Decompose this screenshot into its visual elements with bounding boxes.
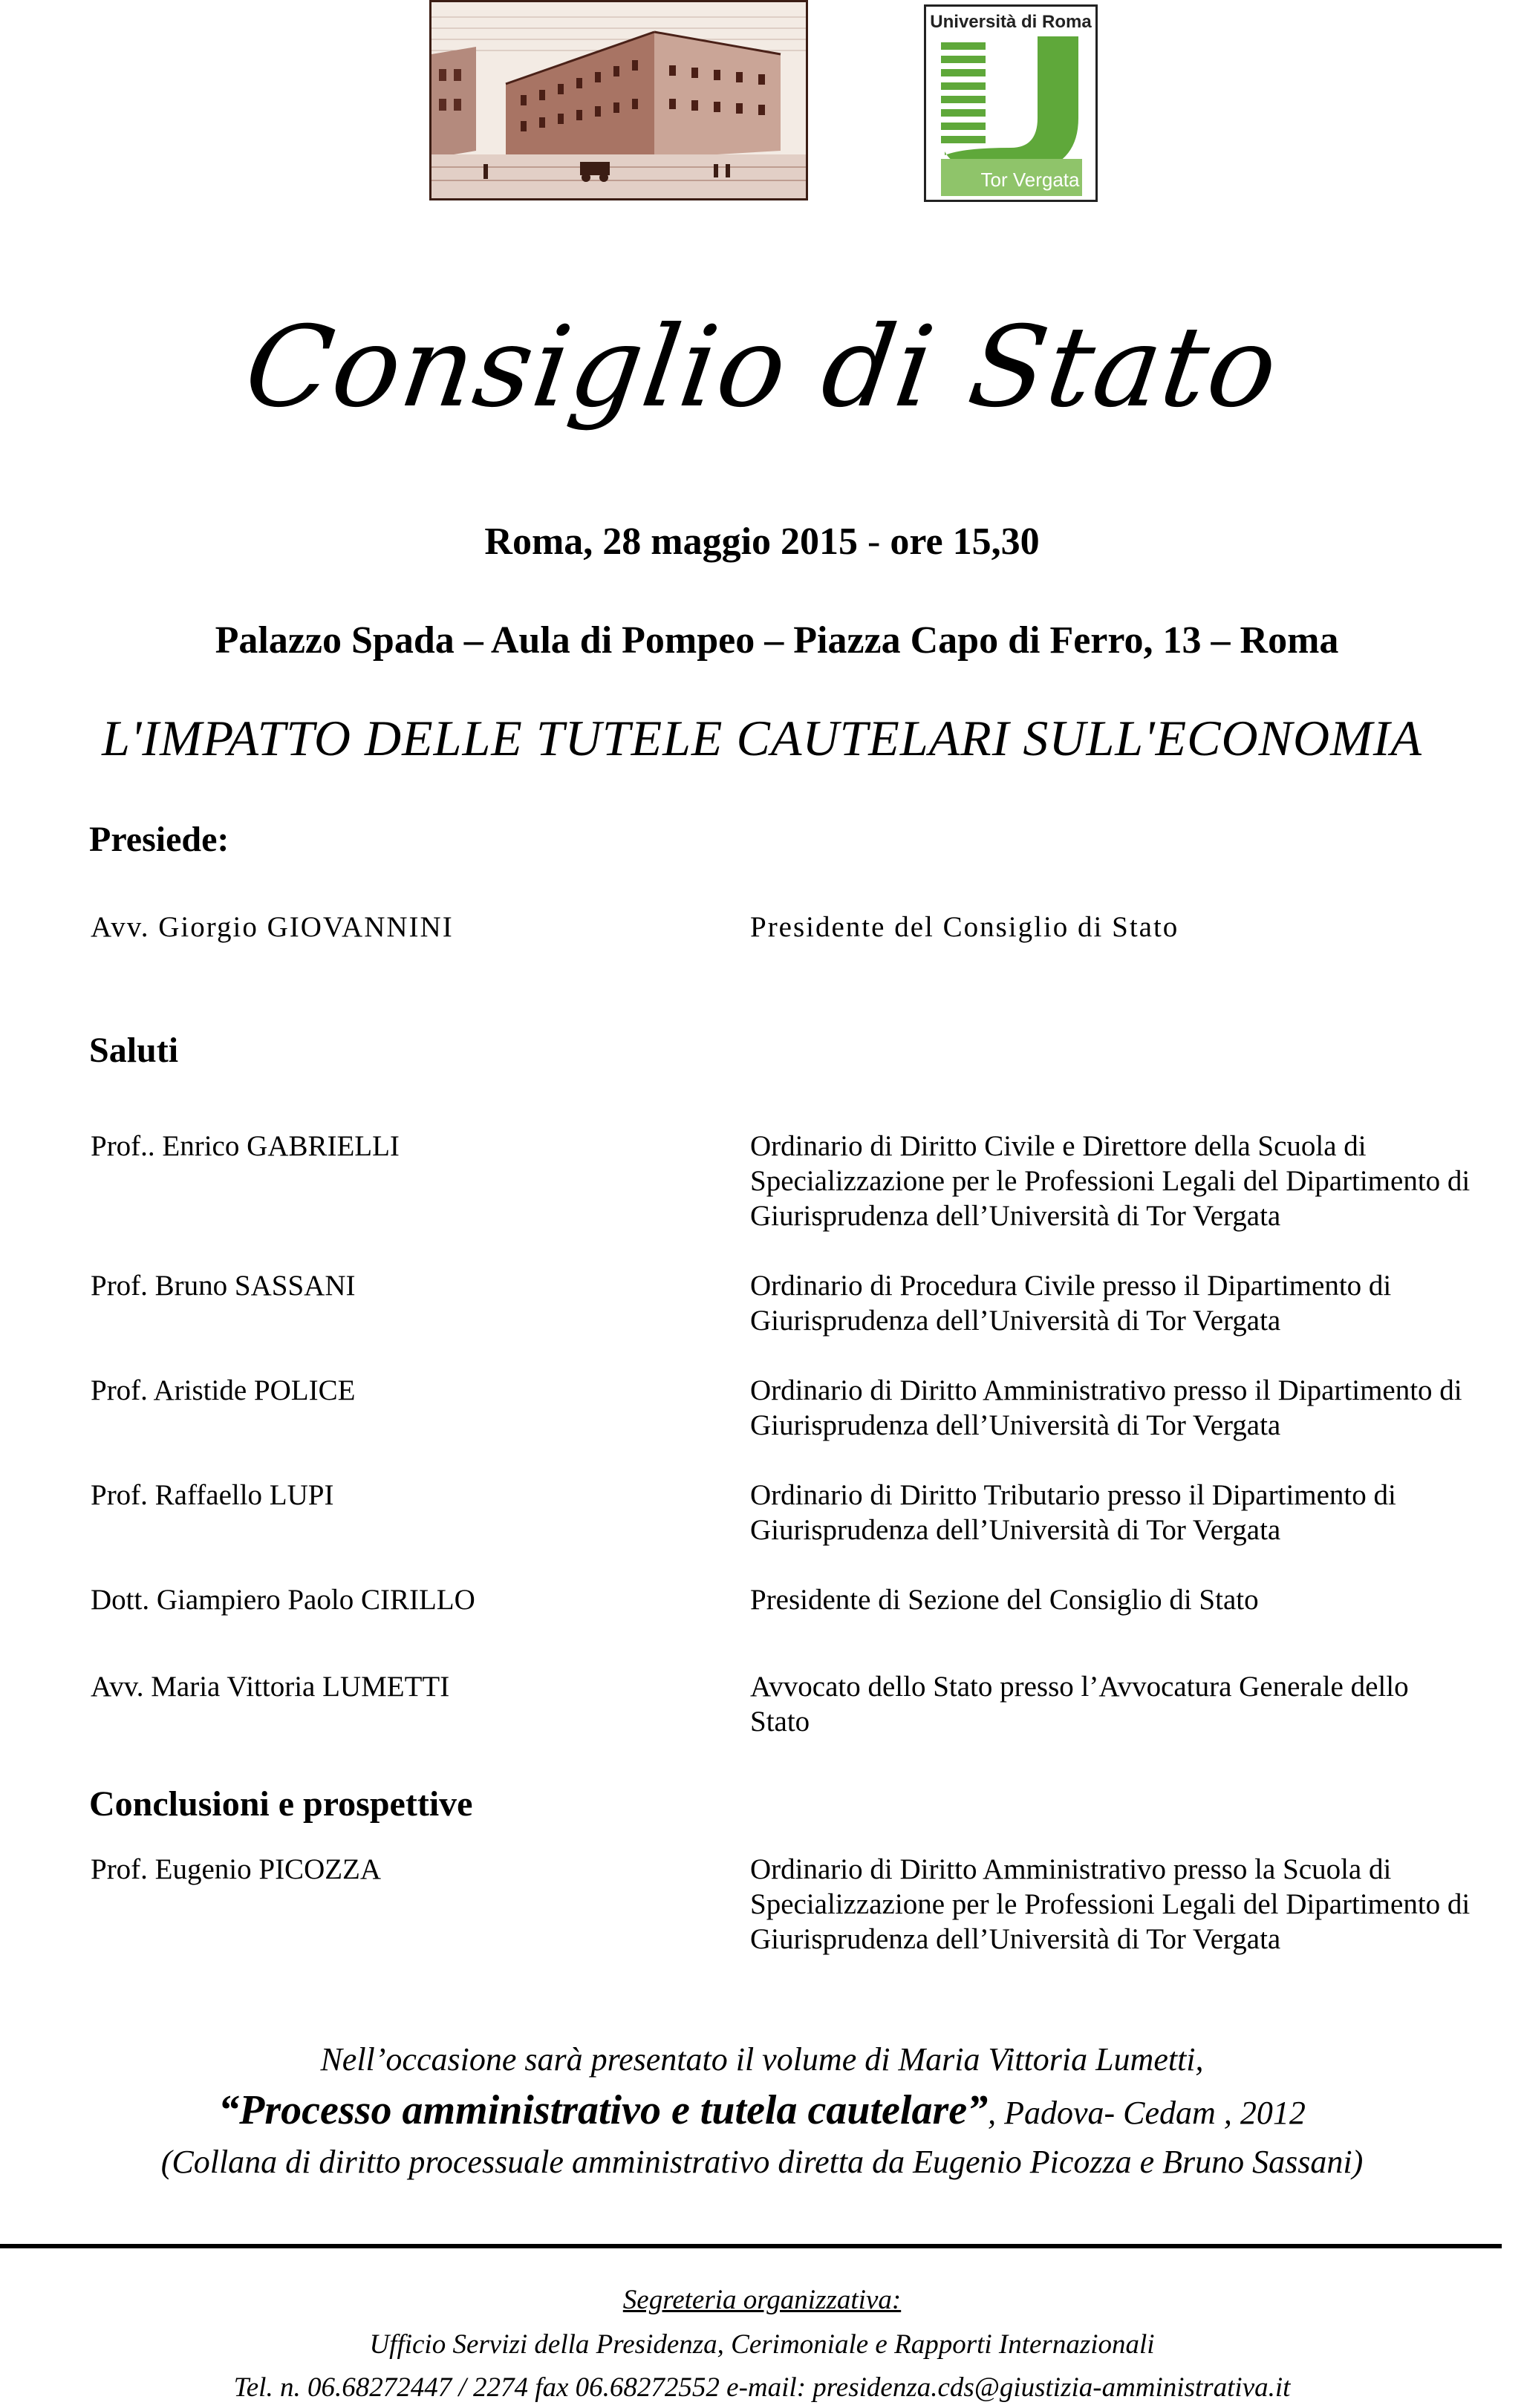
footer-ufficio: Ufficio Servizi della Presidenza, Cerimoniale e Rapporti Internazionali (369, 2329, 1155, 2360)
speaker-name: Prof.. Enrico GABRIELLI (91, 1130, 400, 1162)
university-logo-bottom-text: Tor Vergata (980, 169, 1080, 191)
role-line: Avvocato dello Stato presso l’Avvocatura Generale dello (750, 1671, 1409, 1703)
speaker-role (750, 1268, 1515, 1338)
speaker-role (750, 1669, 1515, 1739)
footer-segreteria: Segreteria organizzativa: (622, 2285, 902, 2315)
speaker-role (750, 1478, 1515, 1547)
event-title: L'IMPATTO DELLE TUTELE CAUTELARI SULL'ECONOMIA (102, 710, 1422, 766)
speaker-role (750, 1373, 1515, 1443)
book-publisher: , Padova- Cedam , 2012 (988, 2095, 1306, 2131)
speaker-name: Prof. Raffaello LUPI (91, 1479, 334, 1511)
role-line: Specializzazione per le Professioni Legali del Dipartimento di (750, 1888, 1471, 1920)
conclusioni-role (750, 1852, 1515, 1957)
conclusioni-heading: Conclusioni e prospettive (89, 1784, 473, 1824)
role-line: Giurisprudenza dell’Università di Tor Vergata (750, 1514, 1281, 1546)
role-line: Stato (750, 1706, 810, 1738)
role-line: Ordinario di Diritto Tributario presso il Dipartimento di (750, 1479, 1396, 1511)
event-date-line (0, 520, 1524, 564)
speaker-name: Prof. Bruno SASSANI (91, 1270, 356, 1302)
role-line: Specializzazione per le Professioni Legali del Dipartimento di (750, 1165, 1471, 1197)
book-note-intro: Nell’occasione sarà presentato il volume di Maria Vittoria Lumetti, (320, 2041, 1204, 2078)
palazzo-spada-image (429, 0, 808, 200)
page-title: Consiglio di Stato (238, 303, 1286, 432)
role-line: Giurisprudenza dell’Università di Tor Vergata (750, 1200, 1281, 1232)
book-title: “Processo amministrativo e tutela cautelare” (218, 2087, 989, 2133)
saluti-heading: Saluti (89, 1031, 179, 1070)
role-line: Ordinario di Diritto Amministrativo presso la Scuola di (750, 1853, 1392, 1885)
book-note-title-line (0, 2086, 1524, 2134)
role-line: Presidente di Sezione del Consiglio di Stato (750, 1584, 1259, 1616)
event-time: ore 15,30 (890, 521, 1040, 563)
footer-contacts: Tel. n. 06.68272447 / 2274 fax 06.68272552 e-mail: presidenza.cds@giustizia-amministrativa.it (233, 2372, 1291, 2403)
event-venue: Palazzo Spada – Aula di Pompeo – Piazza Capo di Ferro, 13 – Roma (215, 619, 1339, 662)
footer-divider (0, 2244, 1502, 2248)
role-line: Giurisprudenza dell’Università di Tor Vergata (750, 1305, 1281, 1337)
role-line: Ordinario di Procedura Civile presso il Dipartimento di (750, 1270, 1392, 1302)
university-logo (924, 4, 1098, 202)
date-separator: - (867, 521, 881, 563)
role-line: Ordinario di Diritto Amministrativo presso il Dipartimento di (750, 1374, 1462, 1406)
role-line: Giurisprudenza dell’Università di Tor Vergata (750, 1923, 1281, 1955)
speaker-role (750, 1582, 1515, 1617)
presiede-role: Presidente del Consiglio di Stato (750, 911, 1179, 943)
presiede-name: Avv. Giorgio GIOVANNINI (91, 911, 454, 943)
conclusioni-name: Prof. Eugenio PICOZZA (91, 1853, 382, 1885)
book-series: (Collana di diritto processuale amministrativo diretta da Eugenio Picozza e Bruno Sassani) (160, 2144, 1364, 2180)
tor-vergata-logo-drawing (926, 7, 1095, 200)
university-logo-top-text: Università di Roma (930, 12, 1092, 32)
speaker-name: Dott. Giampiero Paolo CIRILLO (91, 1584, 475, 1616)
role-line: Giurisprudenza dell’Università di Tor Vergata (750, 1409, 1281, 1441)
speaker-name: Avv. Maria Vittoria LUMETTI (91, 1671, 450, 1703)
role-line: Ordinario di Diritto Civile e Direttore della Scuola di (750, 1130, 1367, 1162)
presiede-heading: Presiede: (89, 820, 229, 859)
event-date: Roma, 28 maggio 2015 (484, 521, 859, 563)
palazzo-engraving-drawing (432, 2, 806, 198)
speaker-role (750, 1129, 1515, 1233)
speaker-name: Prof. Aristide POLICE (91, 1374, 356, 1406)
